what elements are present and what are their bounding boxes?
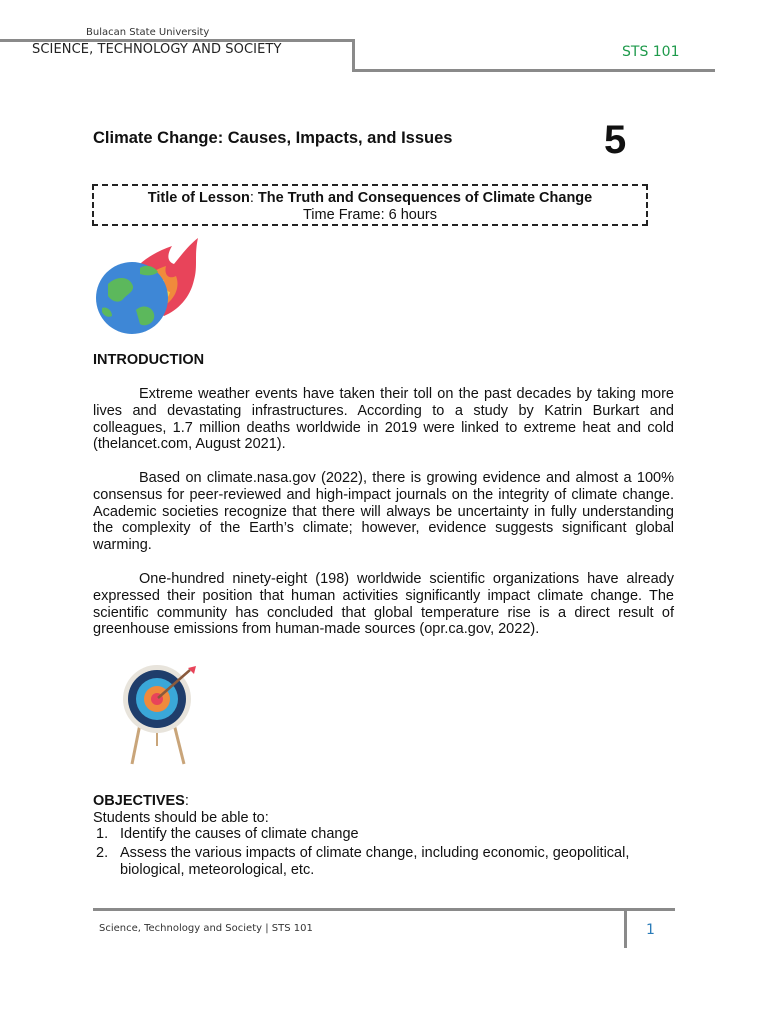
lesson-title-box — [92, 184, 648, 226]
footer-text: Science, Technology and Society | STS 101 — [99, 923, 313, 934]
footer-rule-step — [624, 908, 627, 948]
objectives-intro: Students should be able to: — [93, 810, 269, 826]
lesson-title: Climate Change: Causes, Impacts, and Issues — [93, 129, 453, 147]
list-item — [93, 845, 683, 880]
list-item — [93, 826, 683, 844]
time-frame: Time Frame: 6 hours — [302, 207, 438, 223]
lesson-box-sep: : — [249, 190, 258, 206]
course-code: STS 101 — [622, 44, 680, 60]
list-item-number: 2. — [96, 844, 109, 861]
list-item-number: 1. — [96, 826, 109, 842]
header-rule-right — [352, 69, 715, 72]
objectives-heading-text: OBJECTIVES — [93, 793, 185, 809]
header-rule-left — [0, 39, 354, 42]
header-rule-step — [352, 39, 355, 72]
burning-earth-icon — [94, 236, 200, 336]
introduction-heading: INTRODUCTION — [93, 352, 205, 368]
course-title: SCIENCE, TECHNOLOGY AND SOCIETY — [32, 42, 282, 57]
lesson-box-title: The Truth and Consequences of Climate Change — [257, 190, 593, 206]
university-name: Bulacan State University — [86, 27, 210, 38]
lesson-box-label: Title of Lesson — [147, 190, 250, 206]
list-item-text: Assess the various impacts of climate change, including economic, geopolitical, biological, meteorological, etc. — [120, 844, 630, 878]
lesson-number: 5 — [604, 118, 627, 162]
footer-rule — [93, 908, 675, 911]
page-number: 1 — [646, 922, 655, 938]
objectives-list — [93, 826, 683, 881]
objectives-heading — [93, 793, 189, 809]
intro-paragraph-3: One-hundred ninety-eight (198) worldwide scientific organizations have already expressed their position that human activities significantly impact climate change. The scientific community has concluded that global temperature rise is a direct result of greenhouse emissions from human-made sources (opr.ca.gov, 2022). — [93, 571, 674, 638]
objectives-heading-colon: : — [184, 793, 189, 809]
intro-paragraph-2: Based on climate.nasa.gov (2022), there is growing evidence and almost a 100% consensus for peer-reviewed and high-impact journals on the integrity of climate change. Academic societies recognize that there will always be uncertainty in fully understanding the complexity of the Earth’s climate; however, evidence suggests significant global warming. — [93, 470, 674, 554]
intro-paragraph-1: Extreme weather events have taken their toll on the past decades by taking more lives and devastating infrastructures. According to a study by Katrin Burkart and colleagues, 1.7 million deaths worldwide in 2019 were linked to extreme heat and cold (thelancet.com, August 2021). — [93, 386, 674, 453]
target-arrow-icon — [118, 664, 200, 766]
list-item-text: Identify the causes of climate change — [120, 826, 359, 842]
